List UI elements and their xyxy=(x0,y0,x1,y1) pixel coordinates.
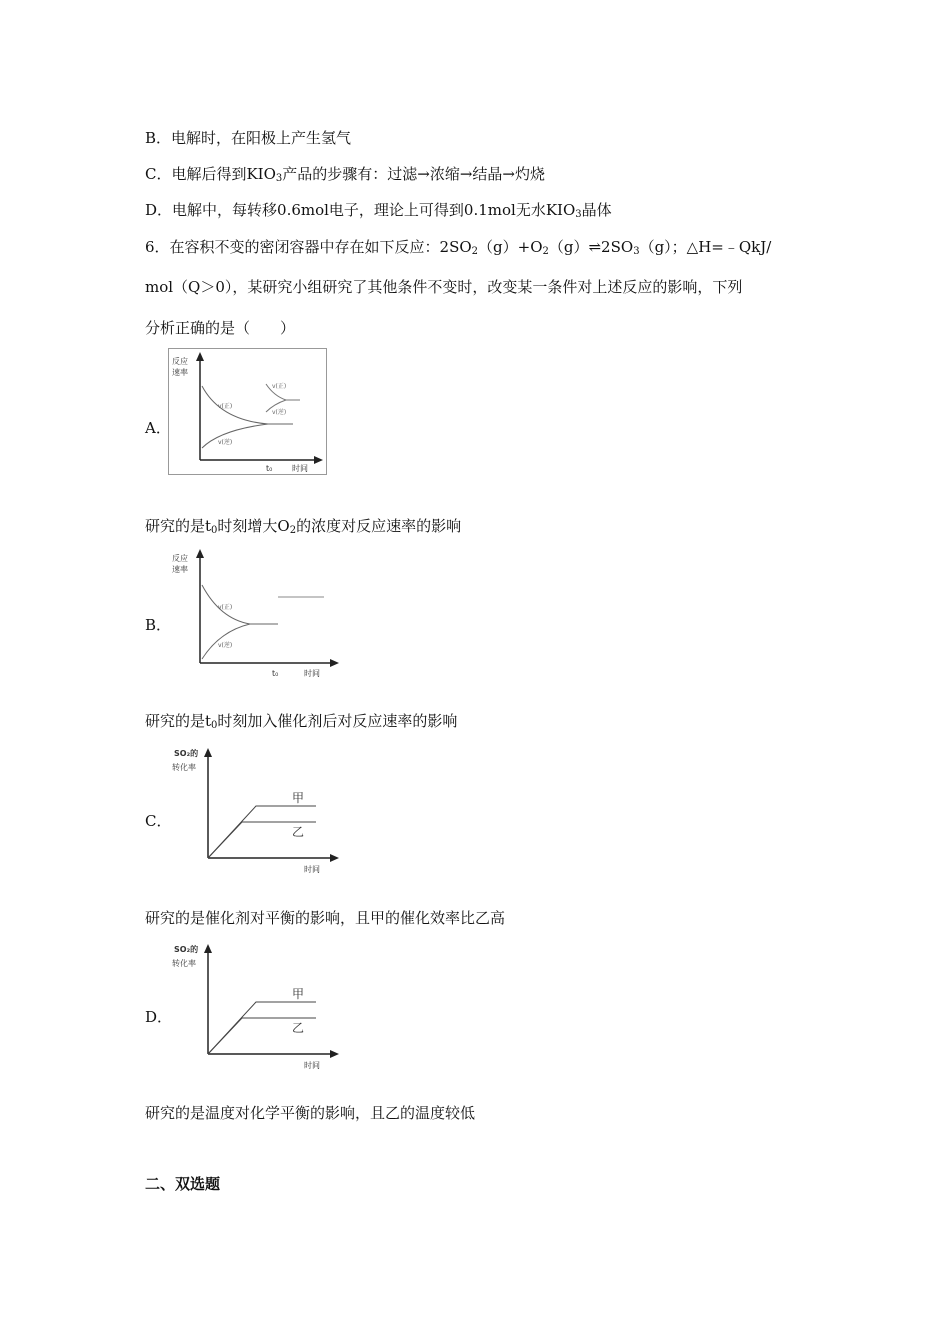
question-line-2: mol（Q＞0），某研究小组研究了其他条件不变时，改变某一条件对上述反应的影响，下列 xyxy=(145,278,743,296)
fig-b-v-reverse: v(逆) xyxy=(218,642,233,649)
fig-c-yi: 乙 xyxy=(292,825,305,839)
fig-c-jia: 甲 xyxy=(292,791,305,805)
choice-b-text: 研究的是$t_0$时刻加入催化剂后对反应速率的影响 xyxy=(145,712,458,731)
fig-a-t0: t₀ xyxy=(266,464,273,473)
question-line-1: 6．在容积不变的密闭容器中存在如下反应：$2SO_2(g)+O_2(g)\rightleftharpoons 2SO_3(g)$；△H=﹣QkJ/ xyxy=(145,238,772,257)
fig-a-v-forward-2: v(正) xyxy=(272,383,287,390)
fig-a-v-reverse: v(逆) xyxy=(218,439,233,446)
figure-b xyxy=(168,545,344,683)
choice-a-text: 研究的是$t_0$时刻增大$O_2$的浓度对反应速率的影响 xyxy=(145,517,462,536)
fig-d-jia: 甲 xyxy=(292,987,305,1001)
fig-a-v-forward: v(正) xyxy=(218,403,233,410)
fig-d-ylabel-1: SO₂的 xyxy=(174,945,199,954)
fig-b-ylabel-1: 反应 xyxy=(172,554,188,563)
fig-a-xlabel: 时间 xyxy=(292,464,308,473)
fig-a-ylabel-1: 反应 xyxy=(172,357,188,366)
fig-d-ylabel-2: 转化率 xyxy=(172,959,196,968)
choice-d-text: 研究的是温度对化学平衡的影响，且乙的温度较低 xyxy=(145,1104,476,1122)
fig-b-v-forward: v(正) xyxy=(218,604,233,611)
choice-c-label: C． xyxy=(145,812,172,830)
fig-c-ylabel-2: 转化率 xyxy=(172,763,196,772)
fig-b-t0: t₀ xyxy=(272,669,279,678)
fig-b-xlabel: 时间 xyxy=(304,669,320,678)
figure-c xyxy=(168,742,344,878)
fig-b-ylabel-2: 速率 xyxy=(172,565,188,574)
choice-c-text: 研究的是催化剂对平衡的影响，且甲的催化效率比乙高 xyxy=(145,909,506,927)
figure-d xyxy=(168,938,344,1074)
fig-c-ylabel-1: SO₂的 xyxy=(174,749,199,758)
fig-d-xlabel: 时间 xyxy=(304,1061,320,1070)
choice-d-label: D． xyxy=(145,1008,173,1026)
choice-b-label: B． xyxy=(145,616,172,634)
fig-c-xlabel: 时间 xyxy=(304,865,320,874)
fig-a-v-reverse-2: v(逆) xyxy=(272,409,287,416)
choice-a-label: A． xyxy=(145,419,171,437)
option-b-prev: B．电解时，在阳极上产生氢气 xyxy=(145,129,352,147)
fig-a-ylabel-2: 速率 xyxy=(172,368,188,377)
fig-d-yi: 乙 xyxy=(292,1021,305,1035)
section-heading: 二、双选题 xyxy=(145,1175,221,1193)
figure-a xyxy=(168,348,330,480)
question-line-3: 分析正确的是（ ） xyxy=(145,319,296,337)
option-c-prev: C．电解后得到$KIO_3$产品的步骤有：过滤→浓缩→结晶→灼烧 xyxy=(145,165,546,184)
option-d-prev: D．电解中，每转移0.6mol电子，理论上可得到0.1mol无水$KIO_3$晶体 xyxy=(145,201,612,220)
